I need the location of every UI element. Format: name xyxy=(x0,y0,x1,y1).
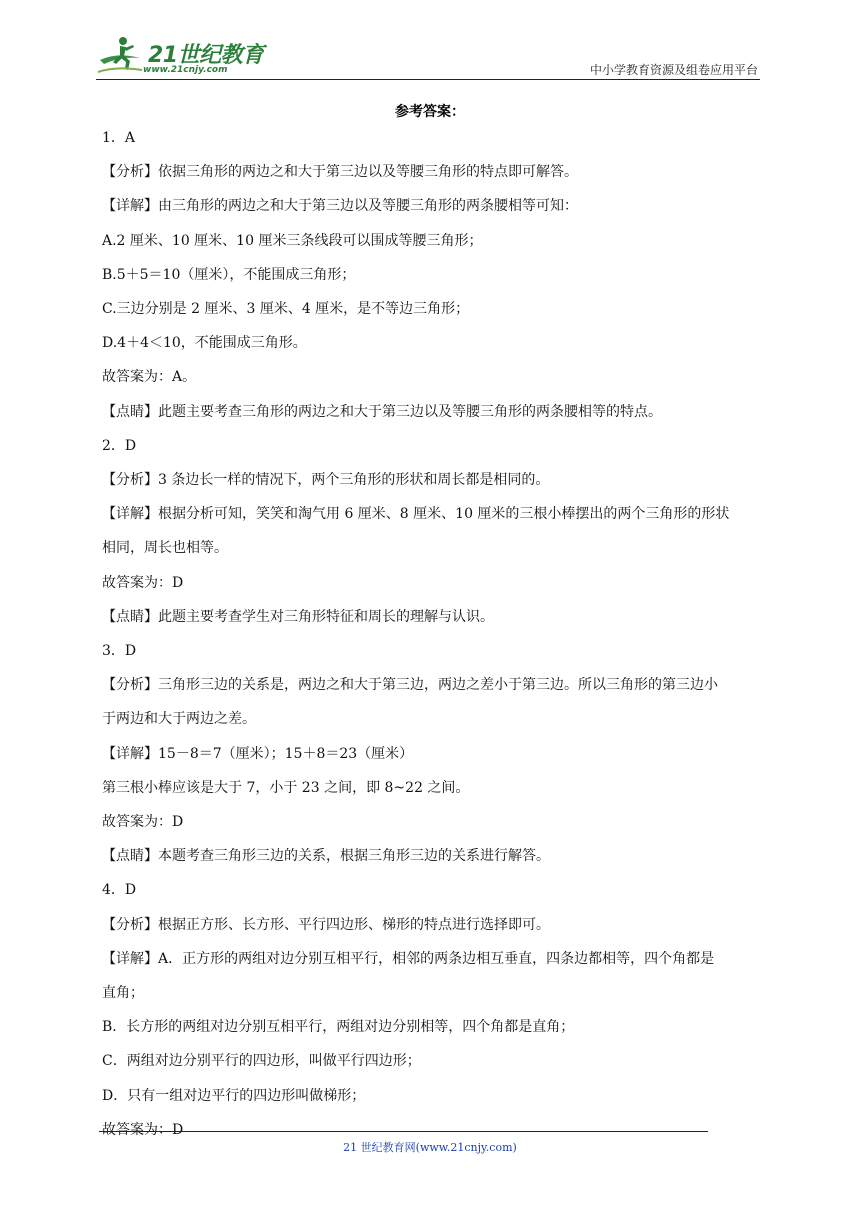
answer-line: 【分析】根据正方形、长方形、平行四边形、梯形的特点进行选择即可。 xyxy=(102,916,550,933)
answer-line: B．长方形的两组对边分别互相平行，两组对边分别相等，四个角都是直角； xyxy=(102,1019,575,1036)
answer-line: 4．D xyxy=(102,882,137,899)
logo-text: 21世纪教育 xyxy=(148,43,264,68)
page-header xyxy=(96,34,760,80)
answer-line: 【分析】依据三角形的两边之和大于第三边以及等腰三角形的特点即可解答。 xyxy=(102,164,578,181)
answer-content xyxy=(102,121,768,1147)
answer-line: B.5＋5＝10（厘米），不能围成三角形； xyxy=(102,266,356,283)
answer-line: 1．A xyxy=(102,130,136,146)
answer-line: 故答案为：D xyxy=(102,574,184,591)
answer-line: 【点睛】本题考查三角形三边的关系，根据三角形三边的关系进行解答。 xyxy=(102,848,550,865)
answer-line: 【详解】根据分析可知，笑笑和淘气用 6 厘米、8 厘米、10 厘米的三根小棒摆出的两个三角形的形状 xyxy=(102,506,730,523)
running-figure-icon xyxy=(96,34,148,78)
answer-line: 2．D xyxy=(102,437,137,454)
answer-line: 3．D xyxy=(102,643,137,660)
logo-url: www.21cnjy.com xyxy=(143,65,228,75)
answer-line: 【详解】15－8＝7（厘米）；15＋8＝23（厘米） xyxy=(102,745,414,762)
answer-line: 相同，周长也相等。 xyxy=(102,540,228,557)
answer-line: 故答案为：D xyxy=(102,1121,184,1138)
answer-line: 【点睛】此题主要考查三角形的两边之和大于第三边以及等腰三角形的两条腰相等的特点。 xyxy=(102,403,662,420)
answer-line: 直角； xyxy=(102,985,144,1002)
footer-divider xyxy=(99,1131,708,1132)
platform-name: 中小学教育资源及组卷应用平台 xyxy=(589,63,758,77)
answer-line: 故答案为：D xyxy=(102,814,184,831)
page-title: 参考答案： xyxy=(395,104,465,120)
answer-line: 【详解】由三角形的两边之和大于第三边以及等腰三角形的两条腰相等可知： xyxy=(102,198,578,215)
answer-line: 第三根小棒应该是大于 7，小于 23 之间，即 8~22 之间。 xyxy=(102,779,470,796)
footer-link[interactable]: 21 世纪教育网(www.21cnjy.com) xyxy=(343,1141,517,1154)
answer-line: A.2 厘米、10 厘米、10 厘米三条线段可以围成等腰三角形； xyxy=(102,232,483,249)
answer-line: 故答案为：A。 xyxy=(102,369,197,386)
answer-line: D.4＋4＜10，不能围成三角形。 xyxy=(102,335,307,352)
answer-line: D．只有一组对边平行的四边形叫做梯形； xyxy=(102,1087,366,1104)
answer-line: 【分析】3 条边长一样的情况下，两个三角形的形状和周长都是相同的。 xyxy=(102,472,550,489)
answer-line: 【详解】A．正方形的两组对边分别互相平行，相邻的两条边相互垂直，四条边都相等，四个角都是 xyxy=(102,950,715,967)
answer-line: C.三边分别是 2 厘米、3 厘米、4 厘米，是不等边三角形； xyxy=(102,301,470,318)
site-logo[interactable] xyxy=(96,34,266,78)
answer-line: C．两组对边分别平行的四边形，叫做平行四边形； xyxy=(102,1053,421,1070)
answer-line: 于两边和大于两边之差。 xyxy=(102,711,256,728)
header-divider xyxy=(96,79,760,80)
answer-line: 【分析】三角形三边的关系是，两边之和大于第三边，两边之差小于第三边。所以三角形的第三边小 xyxy=(102,677,718,694)
answer-line: 【点睛】此题主要考查学生对三角形特征和周长的理解与认识。 xyxy=(102,608,494,625)
